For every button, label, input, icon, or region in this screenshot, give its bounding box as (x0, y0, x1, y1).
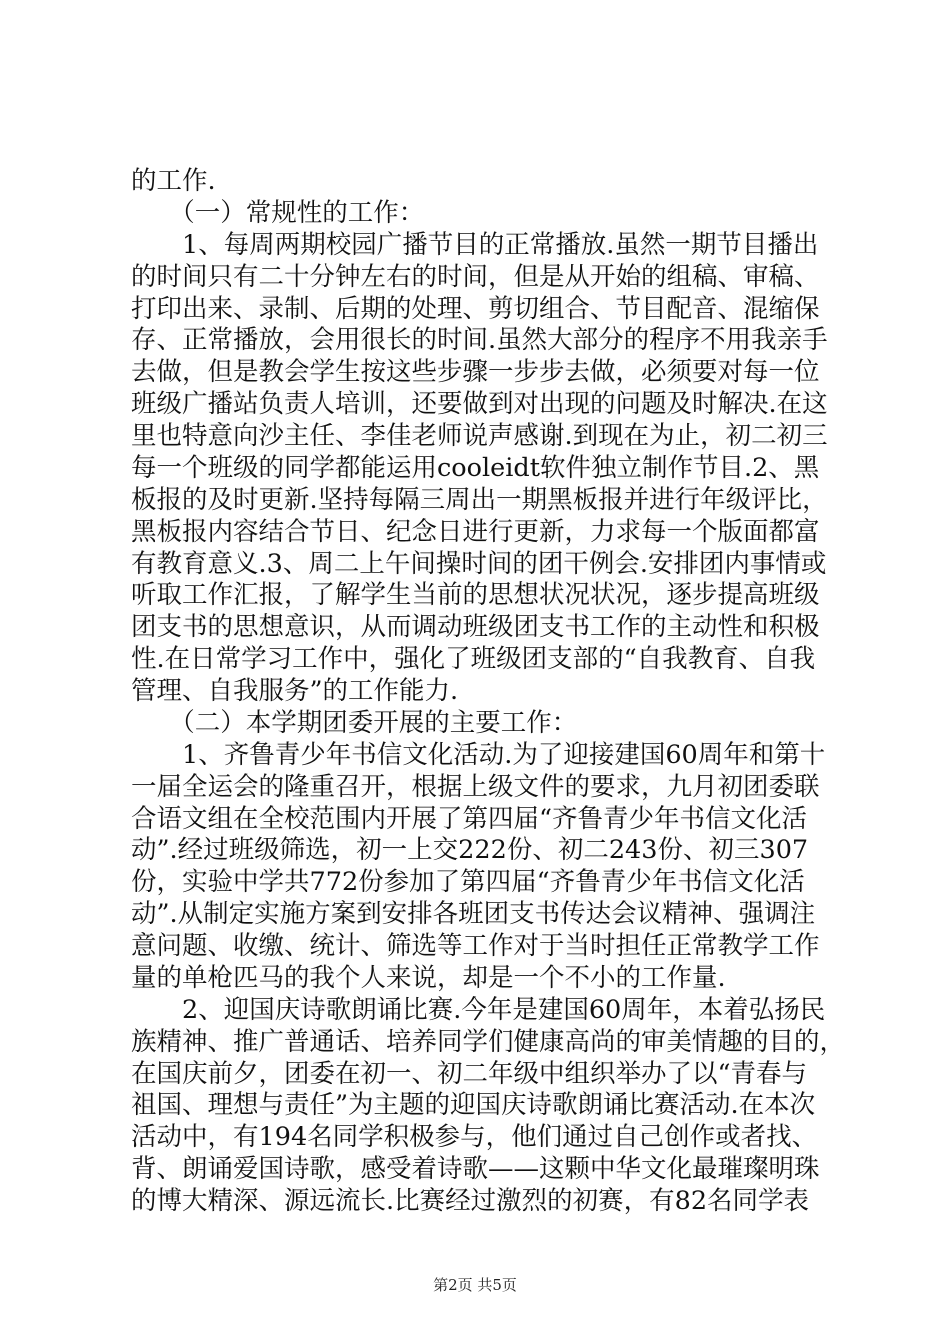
text-line: 活动中，有194名同学积极参与，他们通过自己创作或者找、 (131, 1122, 818, 1152)
text-line: 的工作. (131, 166, 216, 196)
text-line: 板报的及时更新.坚持每隔三周出一期黑板报并进行年级评比， (131, 485, 828, 515)
text-line: 黑板报内容结合节日、纪念日进行更新，力求每一个版面都富 (131, 517, 820, 547)
text-line: 1、齐鲁青少年书信文化活动.为了迎接建国60周年和第十 (131, 740, 826, 770)
text-line: 打印出来、录制、后期的处理、剪切组合、节目配音、混缩保 (131, 294, 820, 324)
text-line: 的博大精深、源远流长.比赛经过激烈的初赛，有82名同学表 (131, 1186, 810, 1216)
text-line: 团支书的思想意识，从而调动班级团支书工作的主动性和积极 (131, 612, 820, 642)
text-line: 听取工作汇报，了解学生当前的思想状况状况，逐步提高班级 (131, 580, 820, 610)
text-line: 有教育意义.3、周二上午间操时间的团干例会.安排团内事情或 (131, 549, 827, 579)
text-line: 班级广播站负责人培训，还要做到对出现的问题及时解决.在这 (131, 389, 828, 419)
text-line: 量的单枪匹马的我个人来说，却是一个不小的工作量. (131, 963, 726, 993)
text-line: 存、正常播放，会用很长的时间.虽然大部分的程序不用我亲手 (131, 325, 828, 355)
text-line: 动”.从制定实施方案到安排各班团支书传达会议精神、强调注 (131, 899, 816, 929)
text-line: 2、迎国庆诗歌朗诵比赛.今年是建国60周年，本着弘扬民 (131, 995, 826, 1025)
text-line: 一届全运会的隆重召开，根据上级文件的要求，九月初团委联 (131, 772, 820, 802)
text-line: 族精神、推广普通话、培养同学们健康高尚的审美情趣的目的， (131, 1027, 846, 1057)
text-line: 背、朗诵爱国诗歌，感受着诗歌——这颗中华文化最璀璨明珠 (131, 1154, 820, 1184)
text-line: 的时间只有二十分钟左右的时间，但是从开始的组稿、审稿、 (131, 262, 820, 292)
text-line: 去做，但是教会学生按这些步骤一步步去做，必须要对每一位 (131, 357, 820, 387)
text-line: 合语文组在全校范围内开展了第四届“齐鲁青少年书信文化活 (131, 804, 808, 834)
text-line: 在国庆前夕，团委在初一、初二年级中组织举办了以“青春与 (131, 1059, 808, 1089)
text-line: 意问题、收缴、统计、筛选等工作对于当时担任正常教学工作 (131, 931, 820, 961)
text-line: 性.在日常学习工作中，强化了班级团支部的“自我教育、自我 (131, 644, 816, 674)
page-footer: 第2页 共5页 (433, 1276, 517, 1294)
section-heading: （二）本学期团委开展的主要工作： (131, 708, 578, 738)
text-line: 里也特意向沙主任、李佳老师说声感谢.到现在为止，初二初三 (131, 421, 828, 451)
text-line: 1、每周两期校园广播节目的正常播放.虽然一期节目播出 (131, 230, 819, 260)
text-line: 管理、自我服务”的工作能力. (131, 676, 459, 706)
text-line: 动”.经过班级筛选，初一上交222份、初二243份、初三307 (131, 835, 809, 865)
text-line: 每一个班级的同学都能运用cooleidt软件独立制作节目.2、黑 (131, 453, 820, 483)
text-line: 份，实验中学共772份参加了第四届“齐鲁青少年书信文化活 (131, 867, 805, 897)
section-heading: （一）常规性的工作： (131, 198, 425, 228)
text-line: 祖国、理想与责任”为主题的迎国庆诗歌朗诵比赛活动.在本次 (131, 1090, 816, 1120)
